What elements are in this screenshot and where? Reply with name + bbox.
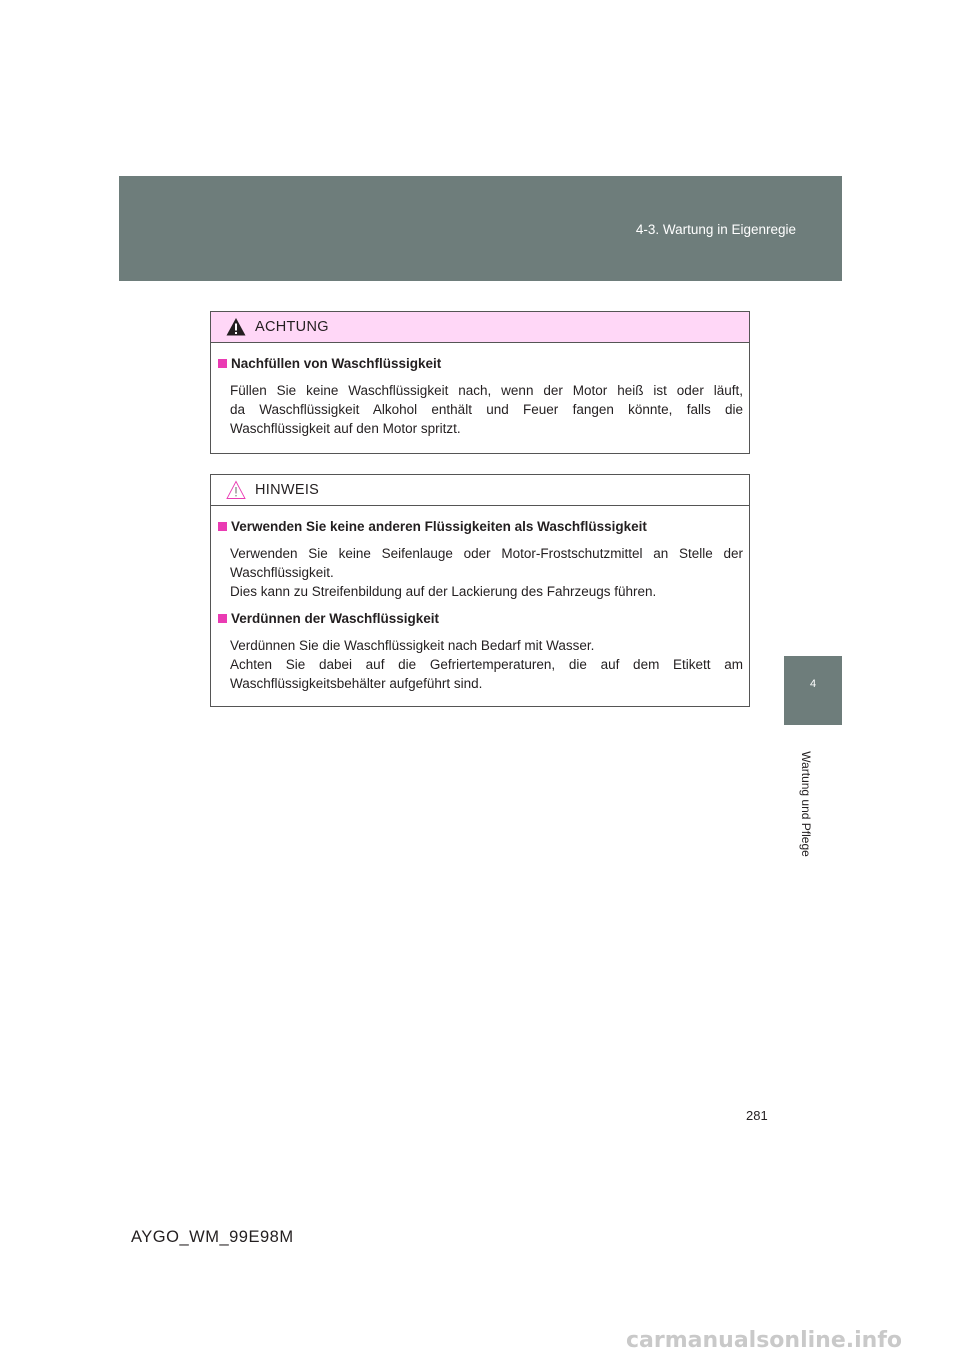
- notice-box: [210, 474, 750, 707]
- chapter-number: 4: [809, 678, 817, 690]
- document-code: AYGO_WM_99E98M: [131, 1228, 294, 1246]
- chapter-label: Wartung und Pflege: [799, 751, 813, 857]
- warning-box-header: [211, 312, 749, 343]
- warning-triangle-outline-icon: [226, 480, 246, 500]
- chapter-header-band: [119, 176, 842, 281]
- notice-box-title: HINWEIS: [255, 482, 320, 498]
- notice-item-heading: Verdünnen der Waschflüssigkeit: [217, 610, 743, 628]
- page-number: 281: [746, 1108, 768, 1123]
- chapter-tab: [784, 656, 842, 725]
- notice-item-heading: Verwenden Sie keine anderen Flüssigkeiten als Waschflüssigkeit: [217, 518, 743, 536]
- warning-item-text: Füllen Sie keine Waschflüssigkeit nach, wenn der Motor heiß ist oder läuft, da Waschflüssigkeit Alkohol enthält und Feuer fangen könnte, falls die Waschflüssigkeit auf den Motor spritzt.: [230, 383, 743, 436]
- notice-box-body: [211, 506, 749, 693]
- notice-box-header: [211, 475, 749, 506]
- warning-triangle-filled-icon: [226, 317, 246, 337]
- notice-item-text: Verdünnen Sie die Waschflüssigkeit nach Bedarf mit Wasser. Achten Sie dabei auf die Gefriertemperaturen, die auf dem Etikett am Waschflüssigkeitsbehälter aufgeführt sind.: [230, 638, 743, 691]
- square-bullet-icon: [218, 522, 227, 531]
- square-bullet-icon: [218, 614, 227, 623]
- warning-item-heading: Nachfüllen von Waschflüssigkeit: [217, 355, 743, 373]
- warning-box-body: [211, 343, 749, 438]
- notice-item-text: Verwenden Sie keine Seifenlauge oder Motor-Frostschutzmittel an Stelle der Waschflüssigkeit. Dies kann zu Streifenbildung auf der Lackierung des Fahrzeugs führen.: [230, 546, 743, 599]
- square-bullet-icon: [218, 359, 227, 368]
- warning-box-title: ACHTUNG: [255, 319, 329, 335]
- section-title: 4-3. Wartung in Eigenregie: [635, 222, 796, 237]
- warning-box: [210, 311, 750, 454]
- watermark: carmanualsonline.info: [626, 1328, 902, 1353]
